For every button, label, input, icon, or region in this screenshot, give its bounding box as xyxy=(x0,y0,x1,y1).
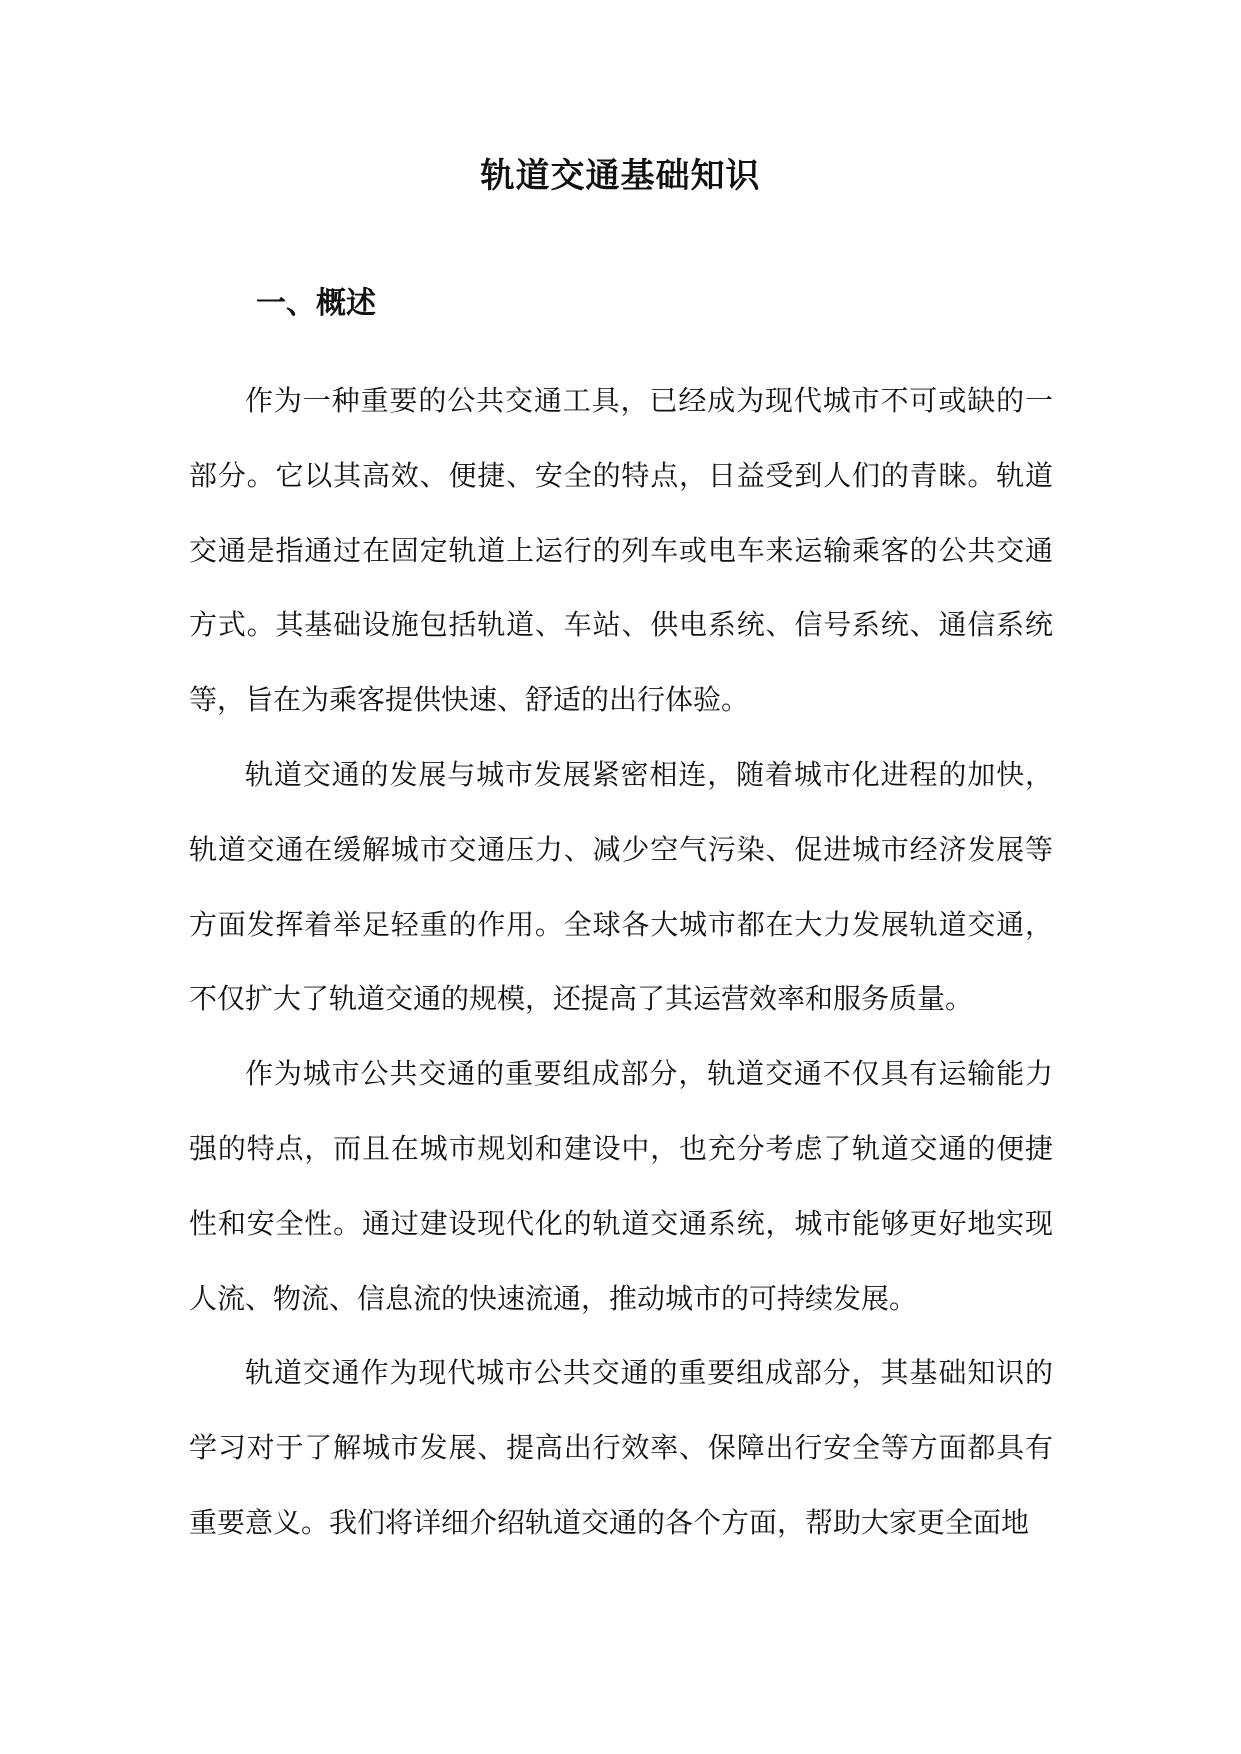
section-body xyxy=(189,364,1053,1561)
paragraph: 作为一种重要的公共交通工具，已经成为现代城市不可或缺的一部分。它以其高效、便捷、安全的特点，日益受到人们的青睐。轨道交通是指通过在固定轨道上运行的列车或电车来运输乘客的公共交通方式。其基础设施包括轨道、车站、供电系统、信号系统、通信系统等，旨在为乘客提供快速、舒适的出行体验。 xyxy=(189,384,1053,717)
paragraph: 轨道交通的发展与城市发展紧密相连，随着城市化进程的加快，轨道交通在缓解城市交通压力、减少空气污染、促进城市经济发展等方面发挥着举足轻重的作用。全球各大城市都在大力发展轨道交通，不仅扩大了轨道交通的规模，还提高了其运营效率和服务质量。 xyxy=(189,757,1053,1016)
paragraph: 作为城市公共交通的重要组成部分，轨道交通不仅具有运输能力强的特点，而且在城市规划和建设中，也充分考虑了轨道交通的便捷性和安全性。通过建设现代化的轨道交通系统，城市能够更好地实现人流、物流、信息流的快速流通，推动城市的可持续发展。 xyxy=(189,1057,1053,1315)
section-heading: 一、概述 xyxy=(256,286,376,321)
paragraph: 轨道交通作为现代城市公共交通的重要组成部分，其基础知识的学习对于了解城市发展、提高出行效率、保障出行安全等方面都具有重要意义。我们将详细介绍轨道交通的各个方面，帮助大家更全面地 xyxy=(189,1356,1053,1539)
document-title: 轨道交通基础知识 xyxy=(480,156,761,196)
